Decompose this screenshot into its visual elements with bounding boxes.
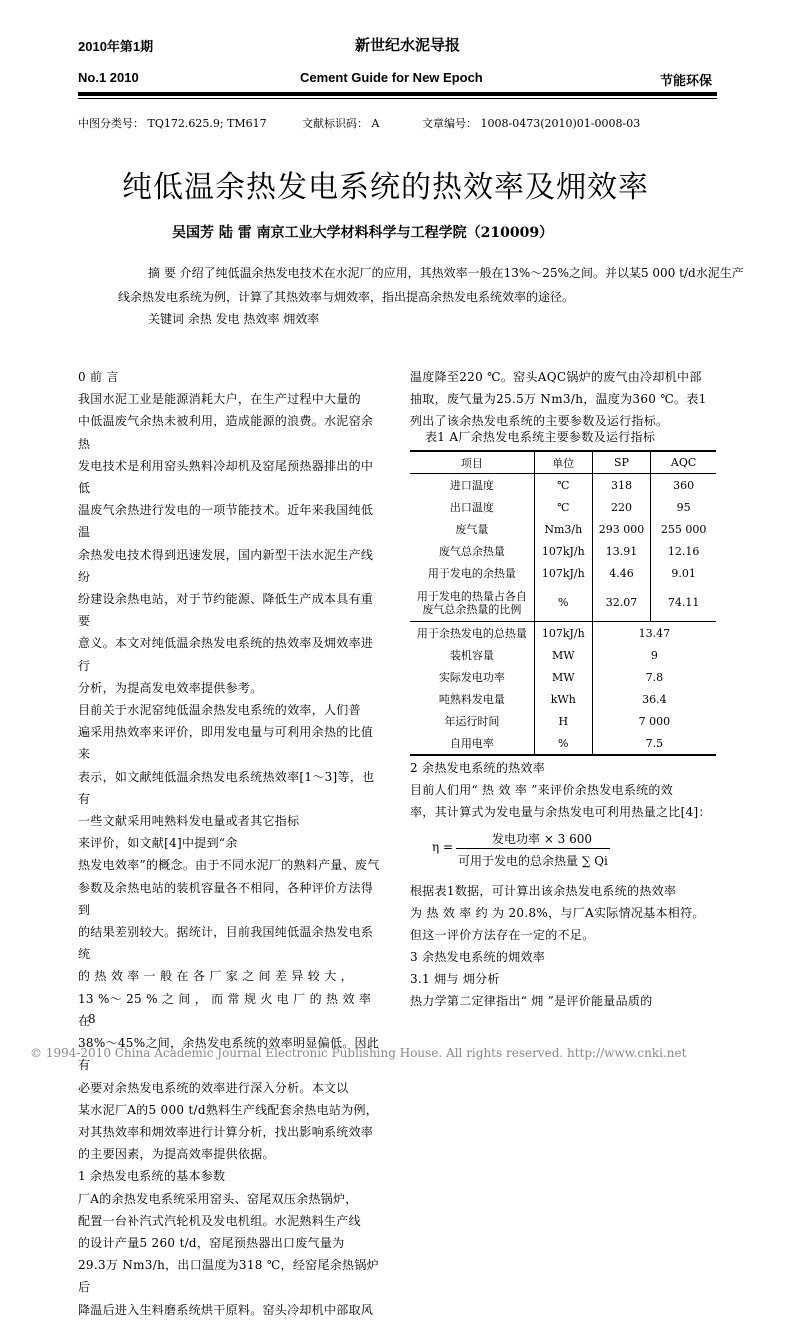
table-cell: Nm3/h: [534, 518, 592, 540]
authors: 吴国芳 陆 雷 南京工业大学材料科学与工程学院（210009）: [172, 225, 554, 241]
clc-number: 中图分类号： TQ172.625.9; TM617: [78, 117, 267, 130]
table-cell: 107kJ/h: [534, 622, 592, 645]
text-line: 纷建设余热电站，对于节约能源、降低生产成本具有重要: [78, 592, 374, 629]
formula-denominator: 可用于发电的总余热量 ∑ Qi: [458, 854, 608, 868]
table-row: [410, 518, 716, 540]
text-line: 降温后进入生料磨系统烘干原料。窑头冷却机中部取风: [78, 1302, 374, 1317]
text-line: 遍采用热效率来评价，即用发电量与可利用余热的比值来: [78, 725, 374, 762]
right-column-bottom: [410, 757, 716, 823]
table-cell: %: [534, 584, 592, 622]
text-line: 余热发电技术得到迅速发展，国内新型干法水泥生产线纷: [78, 547, 374, 584]
table-header-aqc: AQC: [651, 451, 716, 474]
table-cell: 出口温度: [449, 501, 494, 514]
formula-lhs: η =: [432, 840, 454, 854]
table-cell: 用于余热发电的总热量: [410, 622, 534, 645]
text-line: 热发电效率”的概念。由于不同水泥厂的熟料产量、废气: [78, 858, 380, 873]
table-cell: H: [534, 710, 592, 732]
right-column-bottom-2: [410, 880, 716, 1012]
table-header-unit: 单位: [534, 451, 592, 474]
table-row: [410, 644, 716, 666]
text-line: 目前关于水泥窑纯低温余热发电系统的效率，人们普: [78, 703, 361, 718]
table-cell: kWh: [534, 688, 592, 710]
text-line: 列出了该余热发电系统的主要参数及运行指标。: [410, 414, 669, 428]
text-line: 发电技术是利用窑头熟料冷却机及窑尾预热器排出的中低: [78, 458, 374, 496]
text-line: 表示，如文献纯低温余热发电系统热效率[1～3]等，也有: [78, 769, 375, 806]
text-line: 13 %～ 25 % 之 间 ， 而 常 规 火 电 厂 的 热 效 率 在: [78, 991, 372, 1028]
table-cell: 255 000: [651, 518, 716, 540]
table-cell: 7.8: [592, 666, 716, 688]
table-cell: 用于发电的余热量: [427, 567, 516, 580]
text-line: 某水泥厂A的5 000 t/d熟料生产线配套余热电站为例，: [78, 1102, 379, 1117]
text-line: 1 余热发电系统的基本参数: [78, 1169, 226, 1184]
table-row: [410, 540, 716, 562]
issue-en: No.1 2010: [78, 70, 139, 85]
table-cell: 220: [592, 496, 651, 518]
table-cell: 74.11: [651, 584, 716, 622]
table-cell: 9.01: [651, 562, 716, 584]
table-row: [410, 474, 716, 497]
table-cell: 12.16: [651, 540, 716, 562]
text-line: 意义。本文对纯低温余热发电系统的热效率及㶲效率进行: [78, 636, 374, 673]
table-cell: 废气总余热量: [438, 545, 505, 558]
table-row: [410, 688, 716, 710]
text-line: 我国水泥工业是能源消耗大户，在生产过程中大量的: [78, 392, 361, 407]
text-line: 必要对余热发电系统的效率进行深入分析。本文以: [78, 1080, 349, 1095]
text-line: 的设计产量5 260 t/d，窑尾预热器出口废气量为: [78, 1235, 345, 1250]
table-cell: 用于发电的热量占各自废气总余热量的比例: [416, 589, 527, 616]
text-line: 对其热效率和㶲效率进行计算分析，找出影响系统效率: [78, 1124, 374, 1139]
text-line: 2 余热发电系统的热效率: [410, 761, 546, 775]
text-line: 温废气余热进行发电的一项节能技术。近年来我国纯低温: [78, 503, 374, 540]
table-cell: %: [534, 732, 592, 755]
table-cell: 实际发电功率: [438, 671, 505, 684]
text-line: 38%～45%之间，余热发电系统的效率明显偏低。因此有: [78, 1036, 380, 1073]
left-column: [78, 366, 384, 1321]
table-cell: 107kJ/h: [534, 540, 592, 562]
formula-fraction-bar: [456, 848, 610, 849]
table-cell: 自用电率: [410, 732, 534, 755]
text-line: 率，其计算式为发电量与余热发电可利用热量之比[4]：: [410, 805, 711, 819]
table-header-item: 项目: [410, 451, 534, 474]
section-name: 节能环保: [660, 73, 713, 88]
journal-name-en: Cement Guide for New Epoch: [300, 70, 483, 85]
table-cell: 7.5: [592, 732, 716, 755]
table-cell: 年运行时间: [444, 715, 500, 728]
table-cell: 7 000: [592, 710, 716, 732]
table-cell: 9: [592, 644, 716, 666]
text-line: 0 前 言: [78, 370, 119, 384]
table-cell: 进口温度: [449, 479, 494, 492]
table-row: [410, 562, 716, 584]
table-cell: 4.46: [592, 562, 651, 584]
keywords: 关键词 余热 发电 热效率 㶲效率: [148, 312, 320, 326]
abstract-line-2: 线余热发电系统为例，计算了其热效率与㶲效率，指出提高余热发电系统效率的途径。: [118, 290, 575, 304]
text-line: 温度降至220 ℃。窑头AQC锅炉的废气由冷却机中部: [410, 370, 702, 384]
table-header-sp: SP: [592, 451, 651, 474]
table-row: [410, 584, 716, 622]
formula-numerator: 发电功率 × 3 600: [492, 832, 593, 846]
text-line: 的主要因素，为提高效率提供依据。: [78, 1147, 275, 1162]
text-line: 厂A的余热发电系统采用窑头、窑尾双压余热锅炉，: [78, 1191, 358, 1206]
text-line: 3 余热发电系统的㶲效率: [410, 950, 546, 964]
text-line: 目前人们用“ 热 效 率 ”来评价余热发电系统的效: [410, 783, 674, 797]
table-row: [410, 732, 716, 755]
text-line: 的结果差别较大。据统计，目前我国纯低温余热发电系统: [78, 925, 374, 962]
table-cell: 废气量: [455, 523, 489, 536]
text-line: 但这一评价方法存在一定的不足。: [410, 928, 595, 942]
text-line: 一些文献采用吨熟料发电量或者其它指标: [78, 814, 300, 829]
right-column-top: [410, 366, 716, 432]
header-rule-thin: [78, 98, 717, 99]
table-cell: 装机容量: [449, 649, 494, 662]
text-line: 的 热 效 率 一 般 在 各 厂 家 之 间 差 异 较 大 ，: [78, 969, 353, 984]
table-cell: 吨熟料发电量: [438, 693, 505, 706]
text-line: 参数及余热电站的装机容量各不相同，各种评价方法得到: [78, 880, 374, 917]
text-line: 抽取，废气量为25.5万 Nm3/h，温度为360 ℃。表1: [410, 392, 707, 406]
copyright-footer: © 1994-2010 China Academic Journal Electronic Publishing House. All rights reserved. http://www.cnki.net: [30, 1046, 687, 1060]
document-code: 文献标识码： A: [302, 117, 380, 130]
text-line: 中低温废气余热未被利用，造成能源的浪费。水泥窑余热: [78, 414, 374, 451]
text-line: 热力学第二定律指出“ 㶲 ”是评价能量品质的: [410, 994, 653, 1008]
journal-name-cn: 新世纪水泥导报: [355, 37, 461, 54]
text-line: 配置一台补汽式汽轮机及发电机组。水泥熟料生产线: [78, 1213, 361, 1228]
table-cell: 13.47: [592, 622, 716, 645]
abstract-line-1: 摘 要 介绍了纯低温余热发电技术在水泥厂的应用，其热效率一般在13%～25%之间。并以某5 000 t/d水泥生产: [148, 266, 744, 280]
text-line: 为 热 效 率 约 为 20.8%，与厂A实际情况基本相符。: [410, 906, 705, 920]
table-cell: 107kJ/h: [534, 562, 592, 584]
table-cell: MW: [534, 666, 592, 688]
page-number: 8: [88, 1012, 96, 1026]
table-cell: ℃: [534, 496, 592, 518]
table-cell: 36.4: [592, 688, 716, 710]
text-line: 来评价，如文献[4]中提到“余: [78, 836, 238, 851]
text-line: 3.1 㶲与 㶲分析: [410, 972, 500, 986]
issue-cn: 2010年第1期: [78, 39, 154, 54]
table-cell: MW: [534, 644, 592, 666]
table-cell: 293 000: [592, 518, 651, 540]
article-number: 文章编号： 1008-0473(2010)01-0008-03: [422, 117, 641, 130]
table-row: [410, 496, 716, 518]
parameter-table: [410, 450, 716, 756]
table-row: [410, 710, 716, 732]
table-cell: 32.07: [592, 584, 651, 622]
text-line: 根据表1数据，可计算出该余热发电系统的热效率: [410, 884, 677, 898]
header-rule-thick: [78, 92, 717, 96]
table-cell: 95: [651, 496, 716, 518]
table-caption: 表1 A厂余热发电系统主要参数及运行指标: [425, 430, 656, 444]
table-cell: 318: [592, 474, 651, 497]
table-cell: ℃: [534, 474, 592, 497]
text-line: 分析，为提高发电效率提供参考。: [78, 680, 263, 695]
table-cell: 13.91: [592, 540, 651, 562]
article-title: 纯低温余热发电系统的热效率及㶲效率: [122, 170, 649, 205]
table-row: [410, 622, 716, 645]
table-cell: 360: [651, 474, 716, 497]
text-line: 29.3万 Nm3/h，出口温度为318 ℃，经窑尾余热锅炉后: [78, 1258, 379, 1295]
table-row: [410, 666, 716, 688]
